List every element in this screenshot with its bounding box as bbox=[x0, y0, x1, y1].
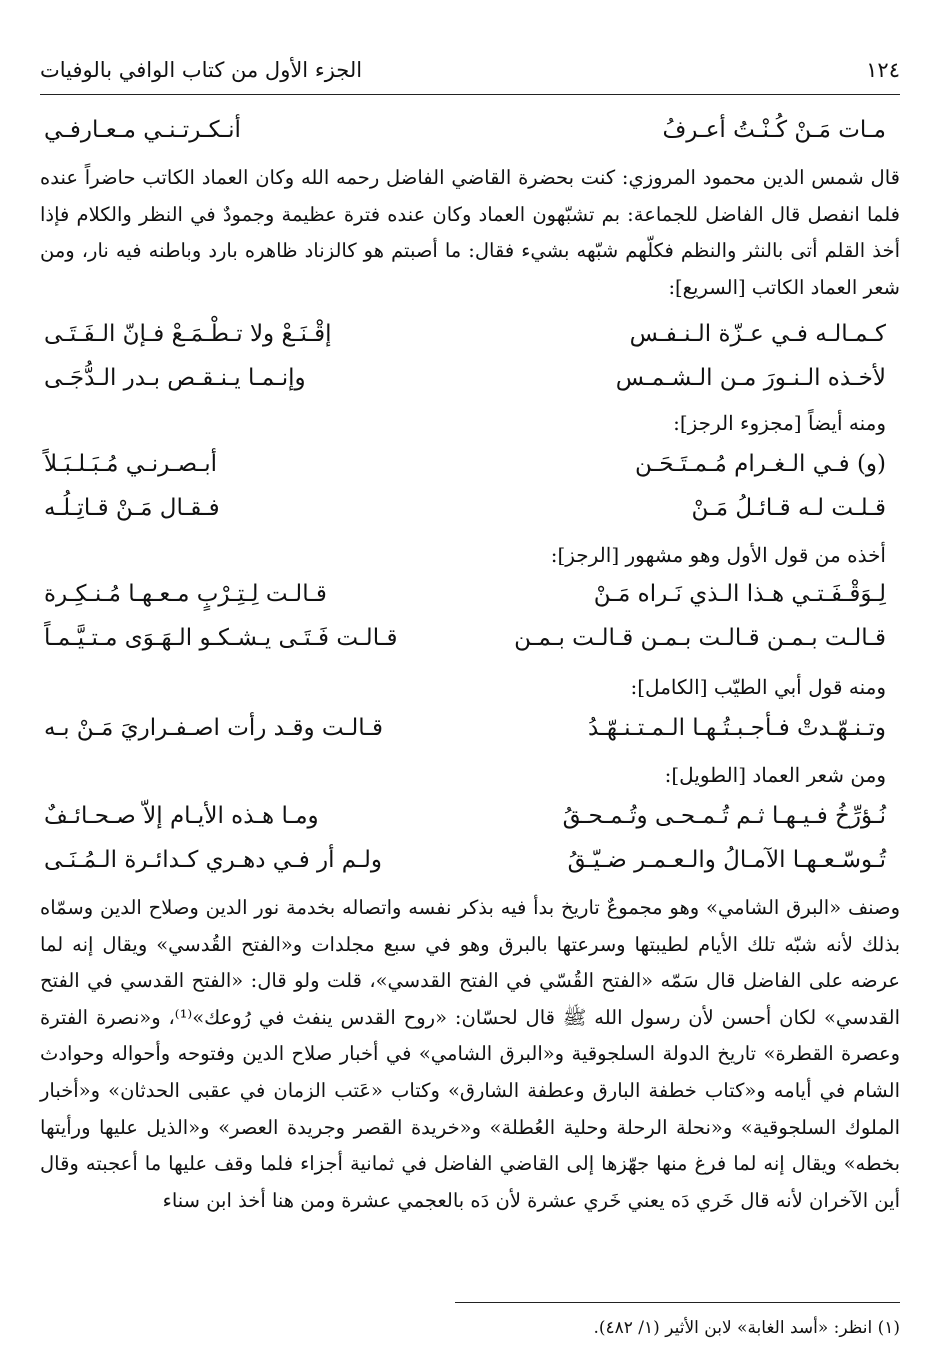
verse-intro: أخذه من قول الأول وهو مشهور [الرجز]: bbox=[550, 543, 886, 567]
verse-line bbox=[44, 312, 886, 356]
verse-hemistich-right: وإنـمـا يـنـقـص بـدر الـدُّجَـى bbox=[44, 365, 306, 391]
verse-line bbox=[44, 572, 886, 616]
verse-hemistich-left: قـالـت بـمـن قـالـت بـمـن قـالـت بـمـن bbox=[514, 625, 886, 651]
verse-hemistich-left: (و) فـي الـغـرام مُـمـتَـحَـن bbox=[634, 451, 886, 477]
verse-line bbox=[44, 838, 886, 882]
verse-line bbox=[44, 616, 886, 660]
verse-hemistich-right: قـالـت لِـتِـرْبٍ مـعـهـا مُـنـكِـرة bbox=[44, 581, 327, 607]
paragraph-text: قال شمس الدين محمود المروزي: كنت بحضرة القاضي الفاضل رحمه الله وكان العماد الكاتب حاضراً عنده فلما انفصل قال الفاضل للجماعة: بم تشبّهون العماد وكان عنده فترة عظيمة وجمودٌ في النظر والكلام فإذا أخذ القلم أتى بالنثر والنظم فكلّهم شبّهه بشيء فقال: ما أصبتم هو كالزناد ظاهره بارد وباطنه فيه نار، ومن شعر العماد الكاتب [السريع]: bbox=[40, 166, 900, 299]
verse-hemistich-right: ولـم أر فـي دهـري كـدائـرة الـمُـنَـى bbox=[44, 847, 382, 873]
verse-line bbox=[44, 794, 886, 838]
verse-hemistich-right: أبـصـرنـي مُـبَـلـبَـلاً bbox=[44, 451, 218, 477]
verse-intro: ومنه قول أبي الطيّب [الكامل]: bbox=[630, 675, 886, 699]
verse-hemistich-right: أنـكـرتـنـي مـعـارفـي bbox=[44, 117, 241, 143]
verse-hemistich-left: لِـوَقْـفَـتـي هـذا الـذي نَـراه مَـنْ bbox=[593, 581, 886, 607]
verse-line bbox=[44, 108, 886, 152]
verse-line bbox=[44, 486, 886, 530]
page-header bbox=[40, 50, 900, 90]
verse-line bbox=[44, 442, 886, 486]
paragraph-works bbox=[40, 890, 900, 1219]
header-rule bbox=[40, 94, 900, 95]
verse-hemistich-left: نُـؤرِّخُ فـيـهـا ثـم تُـمـحـى وتُـمـحـقُ bbox=[562, 803, 886, 829]
verse-hemistich-right: قـالـت وقـد رأت اصـفـراريَ مَـنْ بـه bbox=[44, 715, 383, 741]
verse-hemistich-left: كـمـالـه فـي عـزّة الـنـفـس bbox=[629, 321, 886, 347]
footnote-rule bbox=[455, 1302, 900, 1303]
running-title: الجزء الأول من كتاب الوافي بالوفيات bbox=[40, 58, 363, 82]
verse-intro: ومن شعر العماد [الطويل]: bbox=[664, 763, 886, 787]
verse-hemistich-left: وتـنـهّـدتْ فـأجـبـتُـهـا الـمـتـنـهّـدُ bbox=[588, 715, 886, 741]
verse-hemistich-right: فـقـال مَـنْ قـاتِـلُـه bbox=[44, 495, 220, 521]
verse-hemistich-left: مـات مَـنْ كُـنْـتُ أعـرفُ bbox=[662, 117, 886, 143]
verse-line bbox=[44, 356, 886, 400]
page-number: ١٢٤ bbox=[866, 58, 900, 82]
verse-hemistich-right: قـالـت فَـتَـى يـشـكـو الـهَـوَى مـتـيَّـمـاً bbox=[44, 625, 398, 651]
verse-hemistich-left: تُـوسّـعـهـا الآمـالُ والـعـمـر ضـيّـقُ bbox=[567, 847, 886, 873]
verse-hemistich-right: ومـا هـذه الأيـام إلاّ صـحـائـفٌ bbox=[44, 803, 319, 829]
paragraph-intro bbox=[40, 160, 900, 306]
verse-hemistich-right: إقْـنَـعْ ولا تـطْـمَـعْ فـإنّ الـفَـتَـى bbox=[44, 321, 332, 347]
paragraph-text: وصنف «البرق الشامي» وهو مجموعٌ تاريخ بدأ فيه بذكر نفسه واتصاله بخدمة نور الدين وصلاح الدين وسمّاه بذلك لأنه شبّه تلك الأيام لطيبتها وسرعتها بالبرق وهو في سبع مجلدات و«الفتح القُدسي» ويقال إنه لما عرضه على الفاضل قال سَمّه «الفتح القُسّي في الفتح القدسي»، قلت ولو قال: «الفتح القدسي في الفتح القدسي» لكان أحسن لأن رسول الله ﷺ قال لحسّان: «روح القدس ينفث في رُوعك»⁽¹⁾، و«نصرة الفترة وعصرة القطرة» تاريخ الدولة السلجوقية و«البرق الشامي» في أخبار صلاح الدين وفتوحه وأحواله وحوادث الشام في أيامه و«كتاب خطفة البارق وعطفة الشارق» وكتاب «عَتب الزمان في عقبى الحدثان» و«أخبار الملوك السلجوقية» و«نحلة الرحلة وحلية العُطلة» و«خريدة القصر وجريدة العصر» و«الذيل عليها ورأيتها بخطه» ويقال إنه لما فرغ منها جهّزها إلى القاضي الفاضل في ثمانية أجزاء فلما وقف عليها ما أعجبته وقال أين الآخران لأنه قال خَري دَه يعني خَري عشرة لأن دَه بالعجمي عشرة ومن هنا أخذ ابن سناء bbox=[40, 896, 900, 1212]
verse-hemistich-left: قـلـت لـه قـائـلُ مَـنْ bbox=[691, 495, 886, 521]
verse-hemistich-left: لأخـذه الـنـورَ مـن الـشـمـس bbox=[615, 365, 886, 391]
verse-intro: ومنه أيضاً [مجزوء الرجز]: bbox=[673, 411, 886, 435]
verse-line bbox=[44, 706, 886, 750]
footnote: (١) انظر: «أسد الغابة» لابن الأثير (١/ ٤٨٢). bbox=[593, 1318, 900, 1338]
